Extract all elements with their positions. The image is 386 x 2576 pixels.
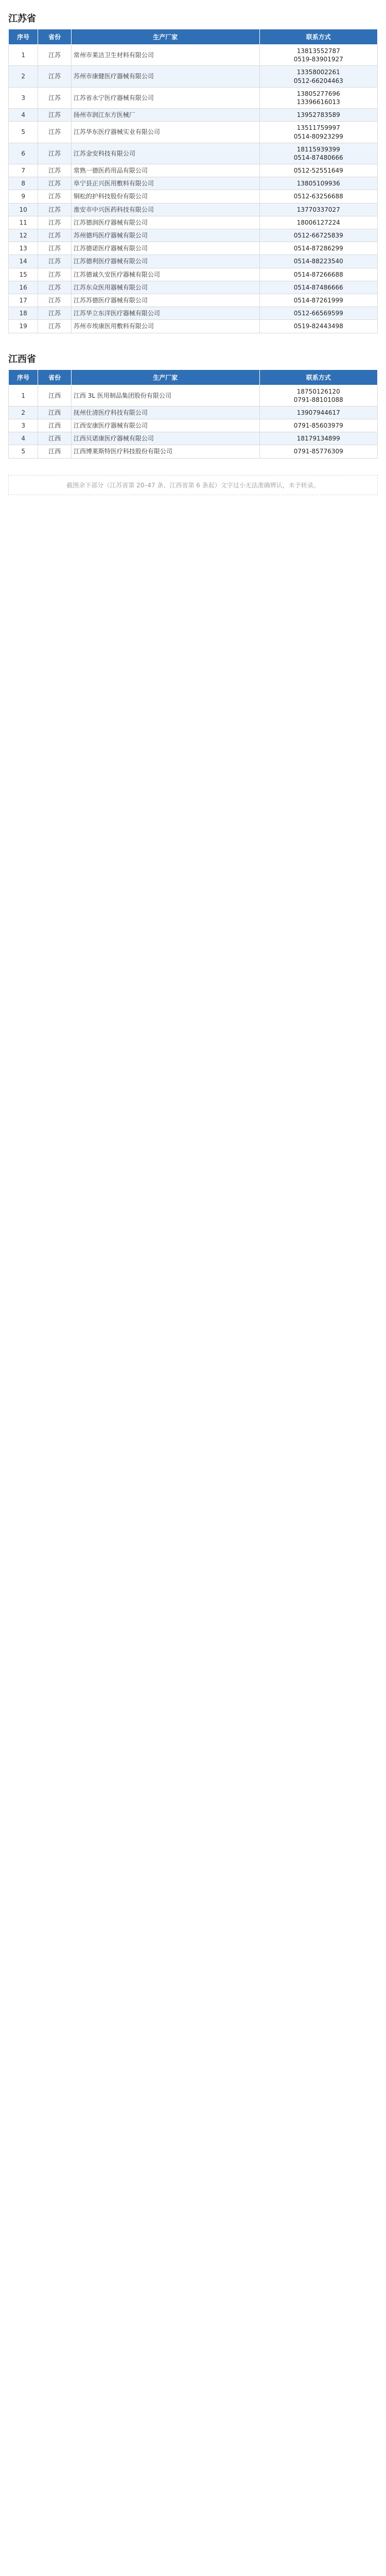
row-number: 12 xyxy=(9,229,38,242)
row-contact: 0512-63256688 xyxy=(259,190,377,203)
table-row xyxy=(9,419,378,432)
row-contact: 0512-66569599 xyxy=(259,307,377,320)
table-row xyxy=(9,320,378,333)
table-row xyxy=(9,190,378,203)
row-province: 江西 xyxy=(38,445,72,458)
row-number: 16 xyxy=(9,281,38,294)
row-manufacturer: 江苏华立东洋医疗器械有限公司 xyxy=(71,307,259,320)
row-contact: 18006127224 xyxy=(259,216,377,229)
table-row xyxy=(9,66,378,87)
row-number: 18 xyxy=(9,307,38,320)
row-contact: 0519-82443498 xyxy=(259,320,377,333)
row-contact: 0514-88223540 xyxy=(259,255,377,268)
header-province: 省份 xyxy=(38,369,72,385)
table-row xyxy=(9,216,378,229)
row-contact: 0514-87486666 xyxy=(259,281,377,294)
row-number: 1 xyxy=(9,385,38,406)
row-contact: 18115939399 0514-87480666 xyxy=(259,143,377,164)
row-province: 江苏 xyxy=(38,294,72,307)
table-row xyxy=(9,109,378,122)
row-contact: 0512-66725839 xyxy=(259,229,377,242)
table-row xyxy=(9,445,378,458)
header-row xyxy=(9,369,378,385)
row-number: 14 xyxy=(9,255,38,268)
row-manufacturer: 扬州市润江东方医械厂 xyxy=(71,109,259,122)
row-contact: 0791-85776309 xyxy=(259,445,377,458)
row-number: 1 xyxy=(9,45,38,66)
row-province: 江西 xyxy=(38,419,72,432)
row-province: 江苏 xyxy=(38,229,72,242)
table-header xyxy=(9,29,378,45)
row-province: 江苏 xyxy=(38,87,72,108)
row-province: 江苏 xyxy=(38,109,72,122)
row-manufacturer: 江西博莱斯特医疗科技股份有限公司 xyxy=(71,445,259,458)
row-manufacturer: 淮安市中兴医药科技有限公司 xyxy=(71,203,259,216)
header-no: 序号 xyxy=(9,29,38,45)
row-manufacturer: 常州市莱洁卫生材料有限公司 xyxy=(71,45,259,66)
table-header xyxy=(9,369,378,385)
row-province: 江苏 xyxy=(38,268,72,281)
row-province: 江苏 xyxy=(38,177,72,190)
section-title: 江西省 xyxy=(8,353,36,365)
table-body xyxy=(9,45,378,333)
section-gap xyxy=(8,459,378,471)
section-title: 江苏省 xyxy=(8,13,36,24)
row-contact: 13952783589 xyxy=(259,109,377,122)
header-contact: 联系方式 xyxy=(259,29,377,45)
row-manufacturer: 江苏德润医疗器械有限公司 xyxy=(71,216,259,229)
table-row xyxy=(9,143,378,164)
row-contact: 13805277696 13396616013 xyxy=(259,87,377,108)
header-no: 序号 xyxy=(9,369,38,385)
row-number: 11 xyxy=(9,216,38,229)
row-contact: 0514-87286299 xyxy=(259,242,377,255)
row-contact: 18750126120 0791-88101088 xyxy=(259,385,377,406)
row-number: 4 xyxy=(9,109,38,122)
row-manufacturer: 江西安康医疗器械有限公司 xyxy=(71,419,259,432)
table-row xyxy=(9,122,378,143)
row-manufacturer: 阜宁县正兴医用敷料有限公司 xyxy=(71,177,259,190)
row-contact: 0512-52551649 xyxy=(259,164,377,177)
row-number: 13 xyxy=(9,242,38,255)
row-manufacturer: 江苏苏德医疗器械有限公司 xyxy=(71,294,259,307)
row-province: 江苏 xyxy=(38,143,72,164)
row-number: 4 xyxy=(9,432,38,445)
row-province: 江苏 xyxy=(38,203,72,216)
row-province: 江苏 xyxy=(38,242,72,255)
row-contact: 13511759997 0514-80923299 xyxy=(259,122,377,143)
table-body xyxy=(9,385,378,458)
row-number: 3 xyxy=(9,87,38,108)
row-province: 江苏 xyxy=(38,216,72,229)
row-number: 2 xyxy=(9,406,38,419)
row-manufacturer: 江西 3L 医用制品集团股份有限公司 xyxy=(71,385,259,406)
row-manufacturer: 苏州市埃康医用敷料有限公司 xyxy=(71,320,259,333)
table-row xyxy=(9,385,378,406)
row-province: 江苏 xyxy=(38,255,72,268)
row-province: 江苏 xyxy=(38,307,72,320)
row-contact: 0514-87261999 xyxy=(259,294,377,307)
row-contact: 0514-87266688 xyxy=(259,268,377,281)
row-manufacturer: 苏州市康健医疗器械有限公司 xyxy=(71,66,259,87)
row-manufacturer: 苏州德玛医疗器械有限公司 xyxy=(71,229,259,242)
header-province: 省份 xyxy=(38,29,72,45)
row-manufacturer: 常熟一德医药用品有限公司 xyxy=(71,164,259,177)
row-province: 江苏 xyxy=(38,122,72,143)
table-row xyxy=(9,294,378,307)
row-number: 3 xyxy=(9,419,38,432)
row-contact: 13813552787 0519-83901927 xyxy=(259,45,377,66)
section-gap xyxy=(8,333,378,346)
header-manufacturer: 生产厂家 xyxy=(71,369,259,385)
row-province: 江西 xyxy=(38,385,72,406)
manufacturer-table xyxy=(8,29,378,333)
table-row xyxy=(9,406,378,419)
table-row xyxy=(9,307,378,320)
row-province: 江西 xyxy=(38,432,72,445)
row-number: 5 xyxy=(9,122,38,143)
table-row xyxy=(9,281,378,294)
row-province: 江苏 xyxy=(38,190,72,203)
row-manufacturer: 江苏金安科技有限公司 xyxy=(71,143,259,164)
row-number: 2 xyxy=(9,66,38,87)
row-manufacturer: 江苏德诚久安医疗器械有限公司 xyxy=(71,268,259,281)
row-manufacturer: 江苏德利医疗器械有限公司 xyxy=(71,255,259,268)
row-contact: 13907944617 xyxy=(259,406,377,419)
row-number: 9 xyxy=(9,190,38,203)
row-manufacturer: 江西贝诺康医疗器械有限公司 xyxy=(71,432,259,445)
table-row xyxy=(9,45,378,66)
row-contact: 18179134899 xyxy=(259,432,377,445)
row-manufacturer: 铜松的护科技股份有限公司 xyxy=(71,190,259,203)
row-number: 10 xyxy=(9,203,38,216)
row-province: 江苏 xyxy=(38,66,72,87)
row-province: 江苏 xyxy=(38,281,72,294)
row-manufacturer: 江苏德诺医疗器械有限公司 xyxy=(71,242,259,255)
table-row xyxy=(9,177,378,190)
table-row xyxy=(9,164,378,177)
row-province: 江西 xyxy=(38,406,72,419)
row-contact: 13770337027 xyxy=(259,203,377,216)
row-province: 江苏 xyxy=(38,45,72,66)
row-number: 7 xyxy=(9,164,38,177)
table-row xyxy=(9,203,378,216)
table-row xyxy=(9,229,378,242)
row-manufacturer: 江苏华东医疗器械实业有限公司 xyxy=(71,122,259,143)
row-number: 17 xyxy=(9,294,38,307)
manufacturer-table xyxy=(8,369,378,459)
header-contact: 联系方式 xyxy=(259,369,377,385)
table-row xyxy=(9,268,378,281)
row-number: 15 xyxy=(9,268,38,281)
row-contact: 13358002261 0512-66204463 xyxy=(259,66,377,87)
table-row xyxy=(9,242,378,255)
row-contact: 0791-85603979 xyxy=(259,419,377,432)
table-row xyxy=(9,432,378,445)
row-number: 6 xyxy=(9,143,38,164)
row-contact: 13805109936 xyxy=(259,177,377,190)
table-row xyxy=(9,87,378,108)
page xyxy=(0,0,386,511)
row-manufacturer: 抚州仕清医疗科技有限公司 xyxy=(71,406,259,419)
row-number: 19 xyxy=(9,320,38,333)
header-row xyxy=(9,29,378,45)
row-province: 江苏 xyxy=(38,320,72,333)
row-manufacturer: 江苏省永宁医疗器械有限公司 xyxy=(71,87,259,108)
row-manufacturer: 江苏东众医用器械有限公司 xyxy=(71,281,259,294)
header-manufacturer: 生产厂家 xyxy=(71,29,259,45)
row-province: 江苏 xyxy=(38,164,72,177)
transcription-notice: 截图余下部分（江苏省第 20–47 条、江西省第 6 条起）文字过小无法准确辨认，未予转录。 xyxy=(8,475,378,495)
table-row xyxy=(9,255,378,268)
row-number: 8 xyxy=(9,177,38,190)
row-number: 5 xyxy=(9,445,38,458)
